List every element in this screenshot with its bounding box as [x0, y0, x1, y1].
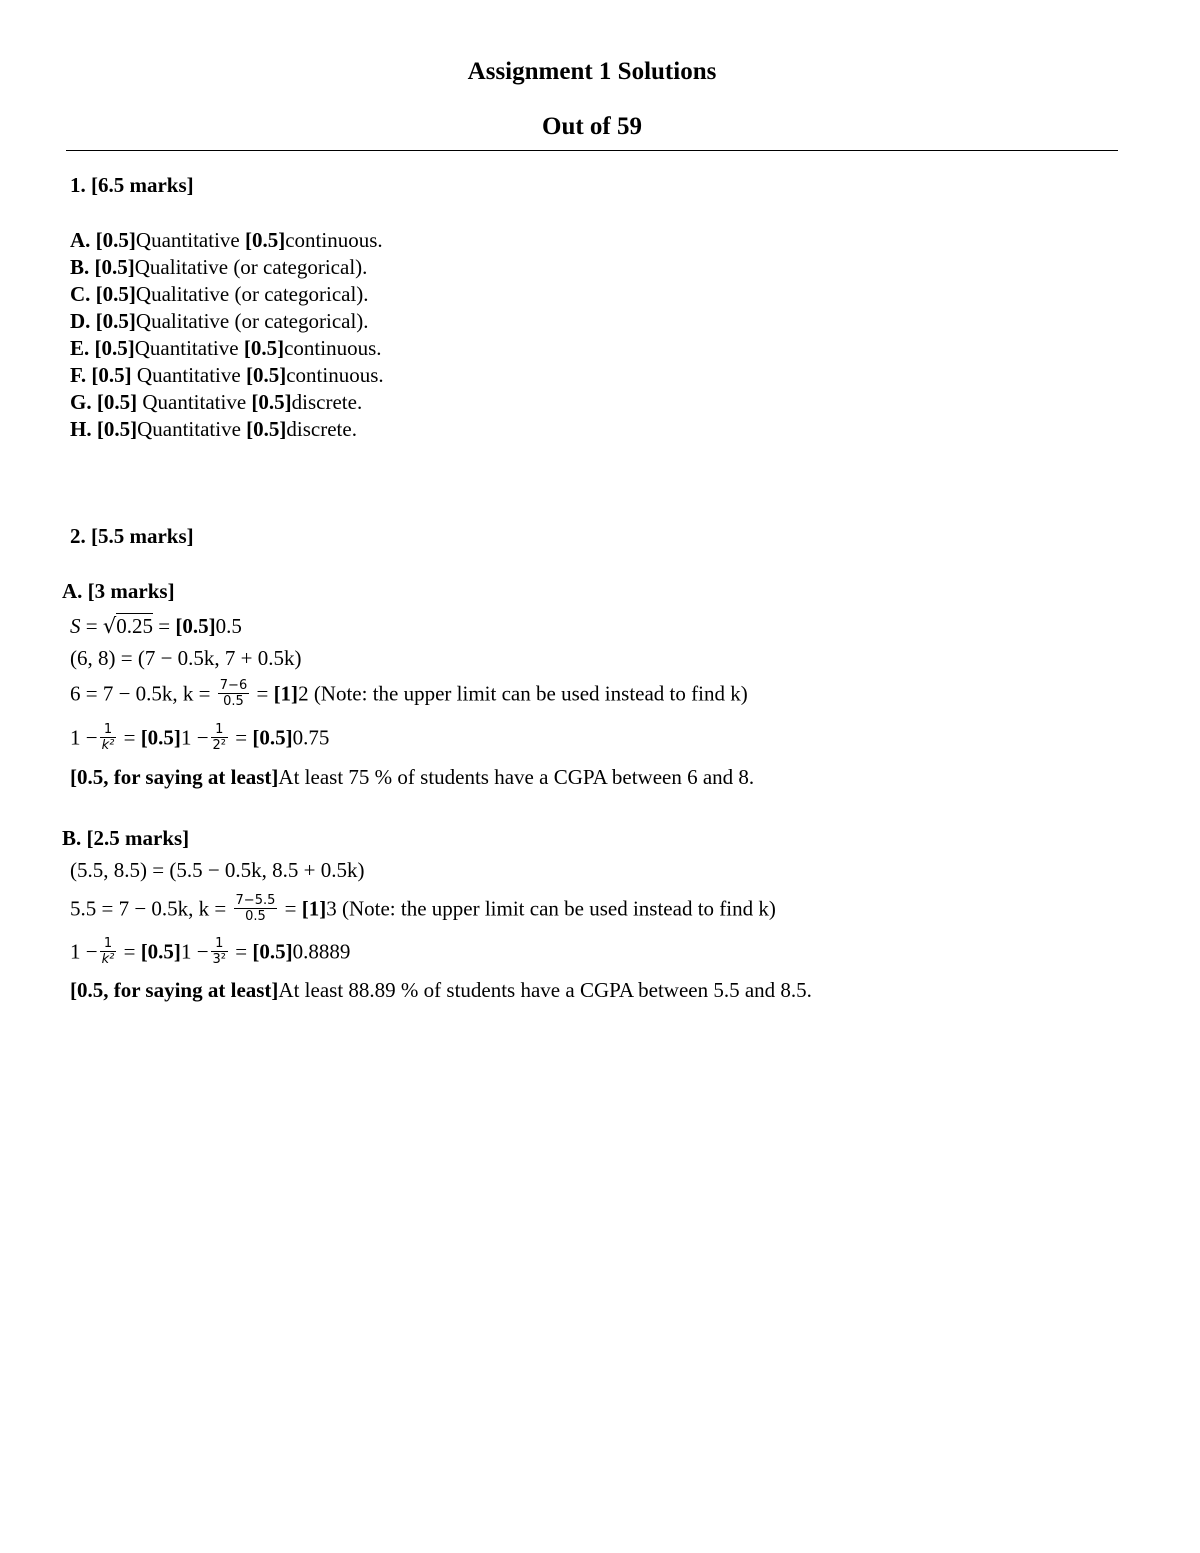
item-text: Quantitative	[131, 363, 246, 387]
item-text: continuous.	[284, 336, 382, 360]
fraction-numerator: 7−5.5	[235, 893, 276, 908]
item-letter: A.	[70, 228, 91, 252]
fraction-denominator: 0.5	[245, 909, 266, 924]
item-mark: [0.5]	[252, 939, 293, 964]
sqrt-expression	[103, 613, 153, 639]
item-mark: [0.5]	[94, 255, 135, 279]
math-text: 1 −	[180, 939, 209, 964]
q2-number: 2.	[70, 524, 86, 548]
fraction	[211, 722, 228, 753]
item-mark: [0.5]	[94, 336, 135, 360]
item-letter: H.	[70, 417, 92, 441]
fraction-denominator: 2²	[212, 738, 227, 753]
q1-item-e	[70, 335, 382, 361]
q2-marks: [5.5 marks]	[91, 524, 194, 548]
fraction-numerator: 1	[211, 722, 228, 738]
math-op: =	[230, 939, 253, 964]
math-text: 6 = 7 − 0.5k, k =	[70, 681, 216, 706]
item-text: continuous.	[285, 228, 383, 252]
q1-item-f	[70, 362, 384, 388]
fraction-numerator: 1	[211, 936, 228, 952]
conclusion-text: At least 88.89 % of students have a CGPA between 5.5 and 8.5.	[278, 978, 812, 1002]
item-mark: [1]	[301, 896, 327, 921]
item-text: Quantitative	[134, 336, 244, 360]
item-letter: E.	[70, 336, 90, 360]
fraction	[100, 722, 117, 753]
item-mark: [0.5]	[175, 614, 216, 638]
item-text: discrete.	[286, 417, 357, 441]
item-letter: F.	[70, 363, 87, 387]
math-op: =	[118, 725, 141, 750]
math-value: 0.5	[215, 614, 242, 638]
radicand: 0.25	[116, 614, 153, 638]
fraction	[100, 936, 117, 967]
item-text: Quantitative	[137, 417, 247, 441]
math-op: =	[279, 896, 302, 921]
q2a-line-k	[70, 680, 748, 711]
q1-number: 1.	[70, 173, 86, 197]
q2b-line-k	[70, 895, 776, 926]
item-mark: [0.5]	[243, 336, 285, 360]
math-text: 1 −	[180, 725, 209, 750]
fraction	[211, 936, 228, 967]
fraction-denominator: 0.5	[223, 694, 244, 709]
item-text: continuous.	[286, 363, 384, 387]
item-letter: D.	[70, 309, 91, 333]
fraction-denominator: k²	[101, 738, 115, 753]
conclusion-text: At least 75 % of students have a CGPA between 6 and 8.	[278, 765, 755, 789]
document-title: Assignment 1 Solutions	[467, 58, 717, 85]
q1-item-d	[70, 308, 369, 334]
q2a-line-interval: (6, 8) = (7 − 0.5k, 7 + 0.5k)	[70, 646, 302, 670]
math-text: 1 −	[70, 725, 98, 750]
fraction	[234, 893, 278, 924]
header-divider	[66, 150, 1118, 151]
part-marks: [2.5 marks]	[86, 826, 190, 850]
fraction-denominator: k²	[101, 952, 115, 967]
q1-item-g	[70, 389, 362, 415]
item-text: Quantitative	[135, 228, 245, 252]
fraction-numerator: 1	[100, 936, 117, 952]
fraction-numerator: 1	[100, 722, 117, 738]
item-mark: [0.5]	[96, 390, 138, 414]
q1-item-h	[70, 416, 357, 442]
math-op: =	[230, 725, 253, 750]
item-mark: [0.5, for saying at least]	[70, 765, 279, 789]
item-mark: [0.5]	[245, 363, 287, 387]
item-letter: C.	[70, 282, 91, 306]
q2a-line-chebyshev	[70, 724, 329, 755]
item-mark: [0.5, for saying at least]	[70, 978, 279, 1002]
item-mark: [0.5]	[95, 309, 136, 333]
math-op: =	[118, 939, 141, 964]
q2b-line-chebyshev	[70, 938, 350, 969]
math-text: 2 (Note: the upper limit can be used instead to find k)	[298, 681, 748, 706]
item-text: Qualitative (or categorical).	[135, 309, 369, 333]
item-mark: [0.5]	[251, 390, 292, 414]
q2-heading	[70, 523, 194, 549]
fraction-numerator: 7−6	[219, 678, 248, 693]
item-mark: [0.5]	[246, 417, 287, 441]
item-letter: B.	[70, 255, 90, 279]
math-op: =	[80, 614, 103, 638]
item-mark: [1]	[273, 681, 299, 706]
item-text: Qualitative (or categorical).	[134, 255, 368, 279]
item-mark: [0.5]	[252, 725, 293, 750]
item-text: Qualitative (or categorical).	[135, 282, 369, 306]
math-value: 0.8889	[292, 939, 351, 964]
item-mark: [0.5]	[95, 282, 136, 306]
item-mark: [0.5]	[140, 725, 181, 750]
math-value: 0.75	[292, 725, 330, 750]
fraction	[218, 678, 249, 709]
math-text: 1 −	[70, 939, 98, 964]
math-text: 5.5 = 7 − 0.5k, k =	[70, 896, 232, 921]
item-letter: G.	[70, 390, 92, 414]
q2b-line-conclusion	[70, 977, 812, 1003]
fraction-denominator: 3²	[212, 952, 227, 967]
math-op: =	[152, 614, 176, 638]
q2a-line-std-dev	[70, 613, 242, 639]
q2a-line-conclusion	[70, 764, 754, 790]
item-mark: [0.5]	[140, 939, 181, 964]
q2-part-a-heading	[62, 578, 175, 604]
q1-heading	[70, 172, 194, 198]
math-text: 3 (Note: the upper limit can be used instead to find k)	[326, 896, 776, 921]
item-mark: [0.5]	[91, 363, 132, 387]
part-marks: [3 marks]	[87, 579, 175, 603]
q2-part-b-heading	[62, 825, 189, 851]
q1-marks: [6.5 marks]	[91, 173, 194, 197]
part-letter: B.	[62, 826, 82, 850]
math-var: S	[70, 614, 81, 638]
q2b-line-interval: (5.5, 8.5) = (5.5 − 0.5k, 8.5 + 0.5k)	[70, 858, 365, 882]
item-text: Quantitative	[137, 390, 252, 414]
sqrt-icon: √	[102, 614, 117, 638]
q1-item-b	[70, 254, 367, 280]
item-mark: [0.5]	[96, 417, 138, 441]
q1-item-a	[70, 227, 383, 253]
q1-item-c	[70, 281, 369, 307]
item-mark: [0.5]	[244, 228, 286, 252]
part-letter: A.	[62, 579, 83, 603]
item-mark: [0.5]	[95, 228, 136, 252]
item-text: discrete.	[291, 390, 363, 414]
document-subtitle: Out of 59	[542, 113, 642, 140]
math-op: =	[251, 681, 274, 706]
